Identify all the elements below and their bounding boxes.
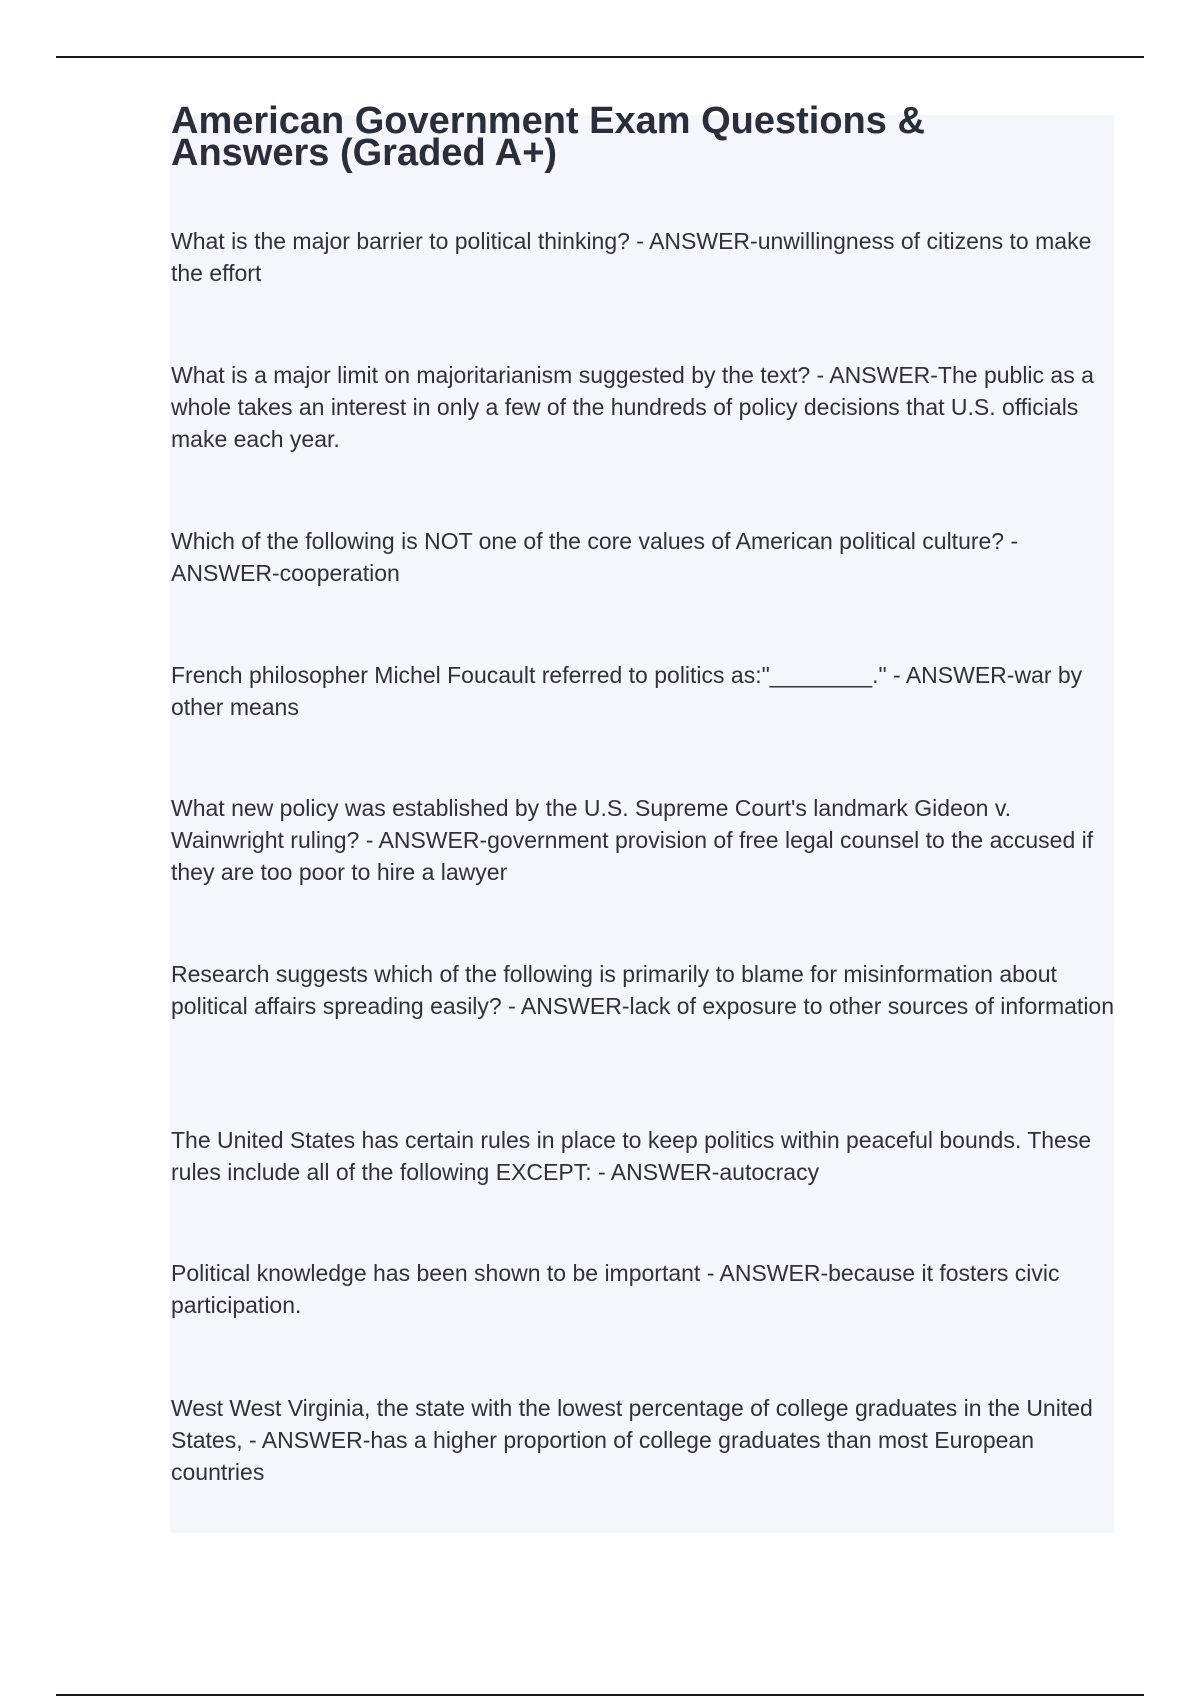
qa-item: French philosopher Michel Foucault referred to politics as:"________." - ANSWER-war by other means bbox=[171, 662, 1083, 720]
qa-item: Political knowledge has been shown to be important - ANSWER-because it fosters civic participation. bbox=[171, 1260, 1060, 1318]
qa-item: What is a major limit on majoritarianism suggested by the text? - ANSWER-The public as a whole takes an interest in only a few of the hundreds of policy decisions that U.S. officials make each year. bbox=[171, 362, 1094, 452]
bottom-divider bbox=[56, 1694, 1144, 1696]
qa-item: Research suggests which of the following is primarily to blame for misinformation about political affairs spreading easily? - ANSWER-lack of exposure to other sources of information bbox=[171, 961, 1115, 1019]
qa-item: The United States has certain rules in place to keep politics within peaceful bounds. These rules include all of the following EXCEPT: - ANSWER-autocracy bbox=[171, 1127, 1092, 1185]
qa-item: West West Virginia, the state with the lowest percentage of college graduates in the United States, - ANSWER-has a higher proportion of college graduates than most European countries bbox=[171, 1395, 1093, 1485]
qa-item: What new policy was established by the U.S. Supreme Court's landmark Gideon v. Wainwright ruling? - ANSWER-government provision of free legal counsel to the accused if they are too poor to hire a lawyer bbox=[171, 795, 1094, 885]
top-divider bbox=[56, 56, 1144, 58]
document-title: American Government Exam Questions & Answers (Graded A+) bbox=[171, 100, 925, 174]
qa-item: What is the major barrier to political thinking? - ANSWER-unwillingness of citizens to make the effort bbox=[171, 228, 1092, 286]
qa-item: Which of the following is NOT one of the core values of American political culture? - ANSWER-cooperation bbox=[171, 528, 1019, 586]
